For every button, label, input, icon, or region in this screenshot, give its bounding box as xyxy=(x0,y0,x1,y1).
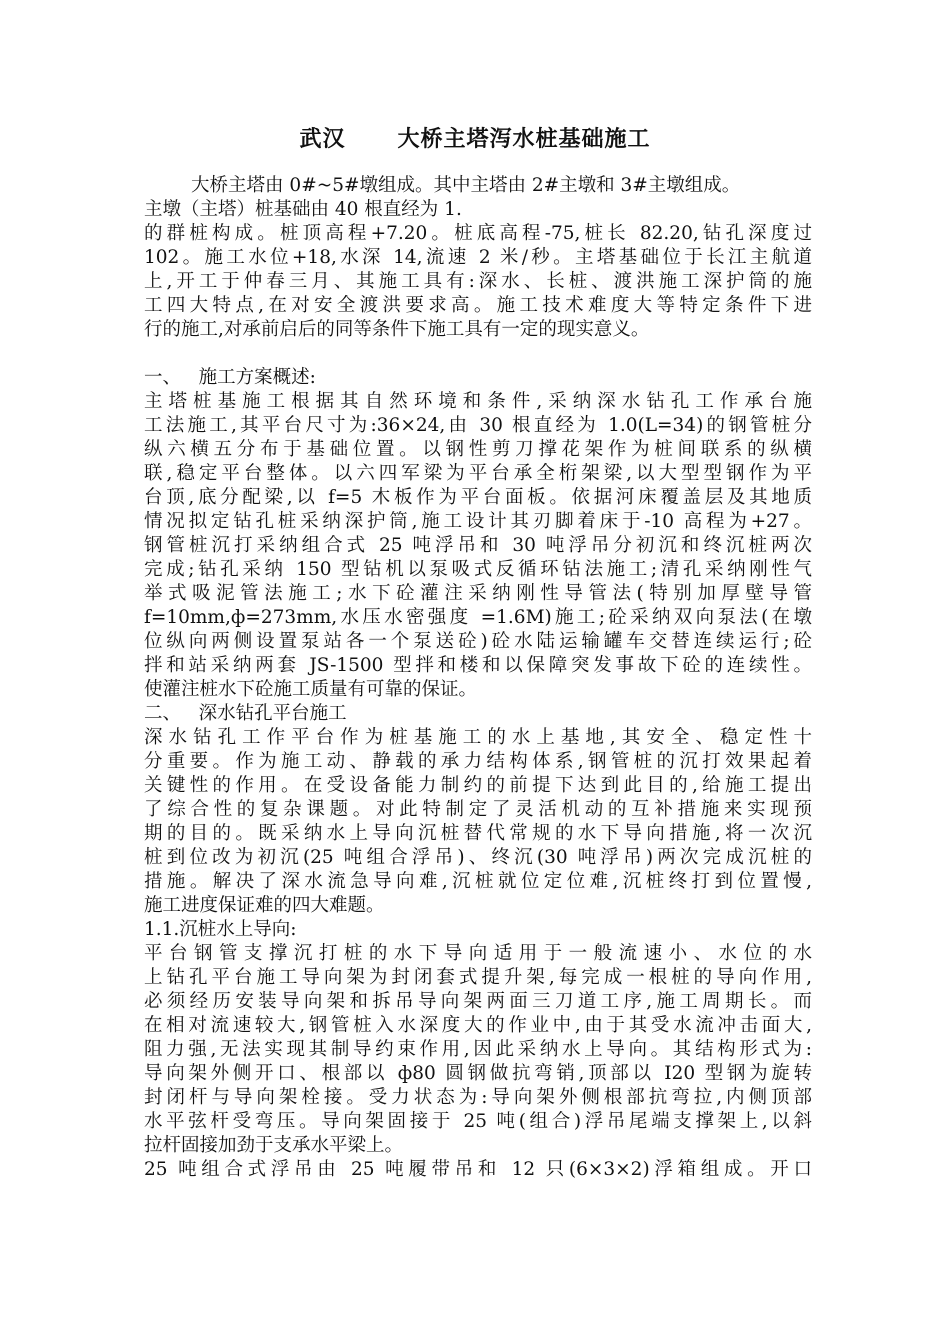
text-line: 主墩（主塔）桩基础由 40 根直经为 1. xyxy=(144,199,462,220)
text-line: 上钻孔平台施工导向架为封闭套式提升架,每完成一根桩的导向作用, xyxy=(144,967,812,988)
text-line: 阻力强,无法实现其制导约束作用,因此采纳水上导向。其结构形式为: xyxy=(144,1039,812,1060)
text-line: 分重要。作为施工动、静载的承力结构体系,钢管桩的沉打效果起着 xyxy=(144,751,812,772)
text-line: 工四大特点,在对安全渡洪要求高。施工技术难度大等特定条件下进 xyxy=(144,295,812,316)
document-title: 武汉 大桥主塔泻水桩基础施工 xyxy=(299,127,651,152)
text-line: 情况拟定钻孔桩采纳深护筒,施工设计其刃脚着床于-10 高程为+27。 xyxy=(144,511,812,532)
text-line: 完成;钻孔采纳 150 型钻机以泵吸式反循环钻法施工;清孔采纳刚性气 xyxy=(144,559,812,580)
blank-line xyxy=(144,342,812,366)
text-line: 钢管桩沉打采纳组合式 25 吨浮吊和 30 吨浮吊分初沉和终沉桩两次 xyxy=(144,535,812,556)
document-body xyxy=(144,174,812,1182)
text-line: 平台钢管支撑沉打桩的水下导向适用于一般流速小、水位的水 xyxy=(144,943,812,964)
text-line: 在相对流速较大,钢管桩入水深度大的作业中,由于其受水流冲击面大, xyxy=(144,1015,812,1036)
text-line: 封闭杆与导向架栓接。受力状态为:导向架外侧根部抗弯拉,内侧顶部 xyxy=(144,1087,812,1108)
text-line: f=10mm,ф=273mm,水压水密强度 =1.6M)施工;砼采纳双向泵法(在墩 xyxy=(144,607,812,628)
text-line: 水平弦杆受弯压。导向架固接于 25 吨(组合)浮吊尾端支撑架上,以斜 xyxy=(144,1111,812,1132)
text-line: 纵六横五分布于基础位置。以钢性剪刀撑花架作为桩间联系的纵横 xyxy=(144,439,812,460)
text-line: 台顶,底分配梁,以 f=5 木板作为平台面板。依据河床覆盖层及其地质 xyxy=(144,487,812,508)
text-line: 期的目的。既采纳水上导向沉桩替代常规的水下导向措施,将一次沉 xyxy=(144,823,812,844)
text-line: 102。施工水位+18,水深 14,流速 2 米/秒。主塔基础位于长江主航道 xyxy=(144,247,812,268)
text-line: 大桥主塔由 0#~5#墩组成。其中主塔由 2#主墩和 3#主墩组成。 xyxy=(144,175,741,196)
text-line: 举式吸泥管法施工;水下砼灌注采纳刚性导管法(特别加厚壁导管 xyxy=(144,583,812,604)
text-line: 联,稳定平台整体。以六四军梁为平台承全桁架梁,以大型型钢作为平 xyxy=(144,463,812,484)
text-line: 使灌注桩水下砼施工质量有可靠的保证。 xyxy=(144,679,478,700)
text-line: 二、 深水钻孔平台施工 xyxy=(144,703,347,724)
text-line: 行的施工,对承前启后的同等条件下施工具有一定的现实意义。 xyxy=(144,319,650,340)
text-line: 位纵向两侧设置泵站各一个泵送砼)砼水陆运输罐车交替连续运行;砼 xyxy=(144,631,812,652)
text-line: 一、 施工方案概述: xyxy=(144,367,316,388)
text-line: 关键性的作用。在受设备能力制约的前提下达到此目的,给施工提出 xyxy=(144,775,812,796)
text-line: 1.1.沉桩水上导向: xyxy=(144,919,297,940)
text-line: 深水钻孔工作平台作为桩基施工的水上基地,其安全、稳定性十 xyxy=(144,727,812,748)
text-line: 拉杆固接加劲于支承水平梁上。 xyxy=(144,1135,404,1156)
text-line: 拌和站采纳两套 JS-1500 型拌和楼和以保障突发事故下砼的连续性。 xyxy=(144,655,812,676)
text-line: 施工进度保证难的四大难题。 xyxy=(144,895,385,916)
text-line: 工法施工,其平台尺寸为:36×24,由 30 根直经为 1.0(L=34)的钢管桩分 xyxy=(144,415,812,436)
text-line: 必须经历安装导向架和拆吊导向架两面三刀道工序,施工周期长。而 xyxy=(144,991,812,1012)
text-line: 桩到位改为初沉(25 吨组合浮吊)、终沉(30 吨浮吊)两次完成沉桩的 xyxy=(144,847,812,868)
text-line: 措施。解决了深水流急导向难,沉桩就位定位难,沉桩终打到位置慢, xyxy=(144,871,812,892)
text-line: 上,开工于仲春三月、其施工具有:深水、长桩、渡洪施工深护筒的施 xyxy=(144,271,812,292)
text-line: 的群桩构成。桩顶高程+7.20。桩底高程-75,桩长 82.20,钻孔深度过 xyxy=(144,223,812,244)
text-line: 了综合性的复杂课题。对此特制定了灵活机动的互补措施来实现预 xyxy=(144,799,812,820)
text-line: 主塔桩基施工根据其自然环境和条件,采纳深水钻孔工作承台施 xyxy=(144,391,812,412)
text-line: 25 吨组合式浮吊由 25 吨履带吊和 12 只(6×3×2)浮箱组成。开口 xyxy=(144,1159,812,1180)
text-line: 导向架外侧开口、根部以 ф80 圆钢做抗弯销,顶部以 I20 型钢为旋转 xyxy=(144,1063,812,1084)
